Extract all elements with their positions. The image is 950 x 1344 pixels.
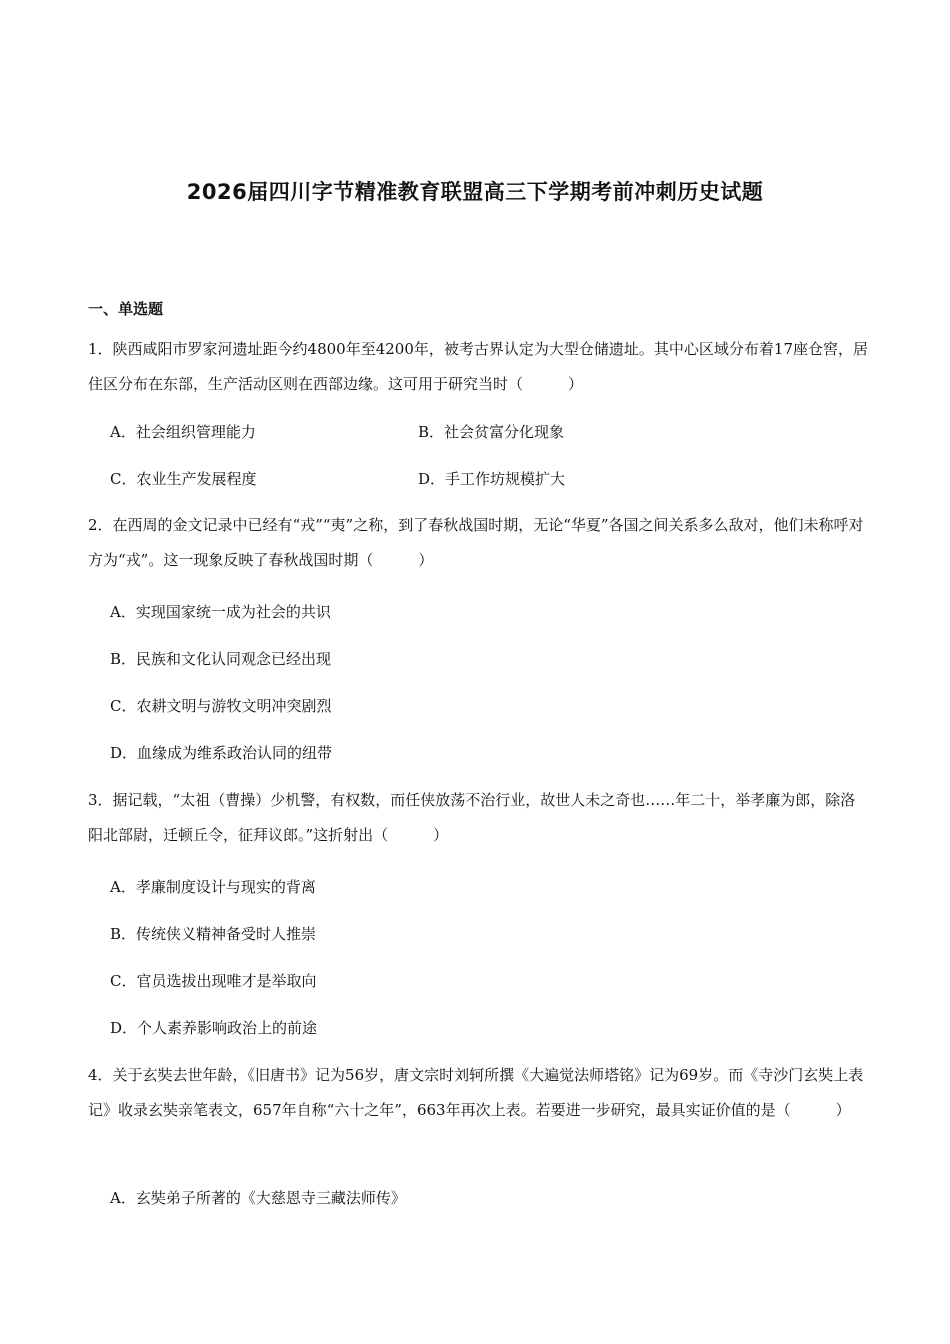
question-1-option-c: C．农业生产发展程度	[110, 470, 257, 488]
page-title: 2026届四川字节精准教育联盟高三下学期考前冲刺历史试题	[186, 180, 764, 204]
question-1-option-b: B．社会贫富分化现象	[418, 423, 565, 441]
question-1-option-d: D．手工作坊规模扩大	[418, 470, 566, 488]
question-2-option-a: A．实现国家统一成为社会的共识	[110, 603, 331, 621]
question-2-option-d: D．血缘成为维系政治认同的纽带	[110, 744, 333, 762]
question-4-option-a: A．玄奘弟子所著的《大慈恩寺三藏法师传》	[110, 1189, 406, 1207]
question-1-option-a: A．社会组织管理能力	[110, 423, 256, 441]
question-3-option-d: D．个人素养影响政治上的前途	[110, 1019, 318, 1037]
question-4-stem: 4．关于玄奘去世年龄，《旧唐书》记为56岁，唐文宗时刘轲所撰《大遍觉法师塔铭》记为69岁。而《寺沙门玄奘上表记》收录玄奘亲笔表文，657年自称“六十之年”，663年再次上表。若要进一步研究，最具实证价值的是（ ）	[88, 1066, 864, 1119]
section-heading: 一、单选题	[88, 300, 164, 318]
question-3-option-a: A．孝廉制度设计与现实的背离	[110, 878, 316, 896]
question-2-stem: 2．在西周的金文记录中已经有“戎”“夷”之称，到了春秋战国时期，无论“华夏”各国之间关系多么敌对，他们未称呼对方为“戎”。这一现象反映了春秋战国时期（ ）	[88, 516, 864, 569]
question-1-stem: 1．陕西咸阳市罗家河遗址距今约4800年至4200年，被考古界认定为大型仓储遗址。其中心区域分布着17座仓窖，居住区分布在东部，生产活动区则在西部边缘。这可用于研究当时（ ）	[88, 340, 868, 393]
question-2-option-b: B．民族和文化认同观念已经出现	[110, 650, 332, 668]
question-3-option-b: B．传统侠义精神备受时人推崇	[110, 925, 317, 943]
question-3-option-c: C．官员选拔出现唯才是举取向	[110, 972, 317, 990]
question-2-option-c: C．农耕文明与游牧文明冲突剧烈	[110, 697, 332, 715]
question-3-stem: 3．据记载，“太祖（曹操）少机警，有权数，而任侠放荡不治行业，故世人未之奇也……年二十，举孝廉为郎，除洛阳北部尉，迁顿丘令，征拜议郎。”这折射出（ ）	[88, 791, 856, 844]
